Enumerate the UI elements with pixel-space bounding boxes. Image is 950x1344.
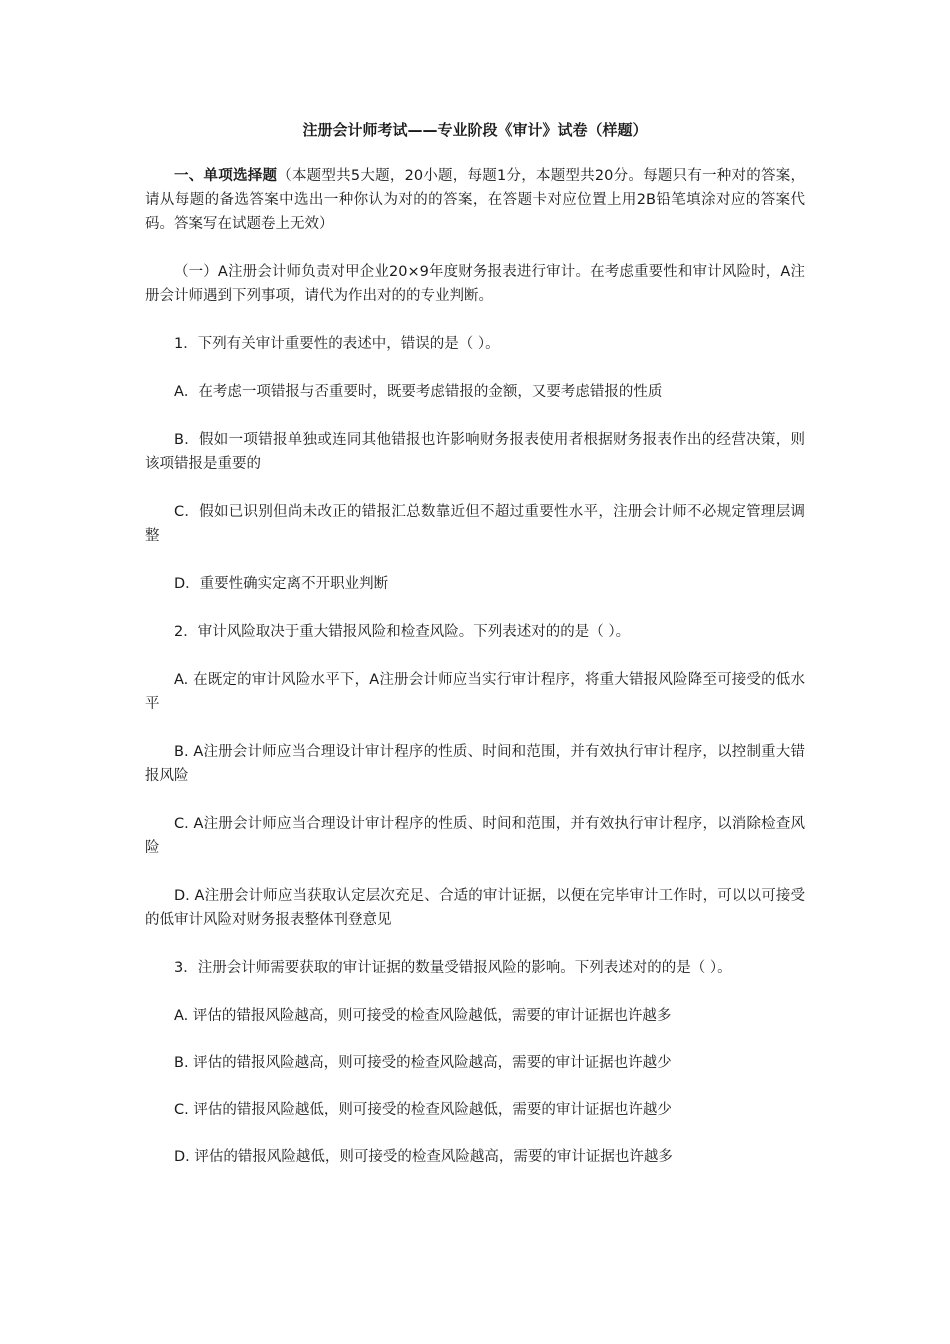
question-option: D. 评估的错报风险越低，则可接受的检查风险越高，需要的审计证据也许越多: [174, 1149, 673, 1165]
question-stem: 3．注册会计师需要获取的审计证据的数量受错报风险的影响。下列表述对的的是（ ）。: [174, 960, 732, 976]
question-option: D. A注册会计师应当获取认定层次充足、合适的审计证据，以便在完毕审计工作时，可以以可接受的低审计风险对财务报表整体刊登意见: [145, 888, 805, 928]
section-heading: 一、单项选择题: [174, 168, 278, 184]
question-option: C．假如已识别但尚未改正的错报汇总数靠近但不超过重要性水平，注册会计师不必规定管理层调整: [145, 504, 805, 544]
question-option: A. 评估的错报风险越高，则可接受的检查风险越低，需要的审计证据也许越多: [174, 1008, 672, 1024]
question-option: B．假如一项错报单独或连同其他错报也许影响财务报表使用者根据财务报表作出的经营决策，则该项错报是重要的: [145, 432, 805, 472]
question-option: A．在考虑一项错报与否重要时，既要考虑错报的金额，又要考虑错报的性质: [174, 384, 663, 400]
question-option: C. 评估的错报风险越低，则可接受的检查风险越低，需要的审计证据也许越少: [174, 1102, 672, 1118]
document-title: 注册会计师考试——专业阶段《审计》试卷（样题）: [302, 121, 648, 139]
question-option: C. A注册会计师应当合理设计审计程序的性质、时间和范围，并有效执行审计程序，以消除检查风险: [145, 816, 805, 856]
question-option: B. A注册会计师应当合理设计审计程序的性质、时间和范围，并有效执行审计程序，以控制重大错报风险: [145, 744, 805, 784]
question-option: D．重要性确实定离不开职业判断: [174, 576, 389, 592]
question-option: A. 在既定的审计风险水平下，A注册会计师应当实行审计程序，将重大错报风险降至可接受的低水平: [145, 672, 805, 712]
section-note: （本题型共5大题，20小题，每题1分，本题型共20分。每题只有一种对的答案，请从每题的备选答案中选出一种你认为对的的答案，在答题卡对应位置上用2B铅笔填涂对应的答案代码。答案写在试题卷上无效）: [145, 168, 806, 232]
question-stem: 1．下列有关审计重要性的表述中，错误的是（ ）。: [174, 336, 500, 352]
section-intro: [145, 164, 805, 236]
document-page: [145, 118, 805, 1192]
case-intro: （一）A注册会计师负责对甲企业20×9年度财务报表进行审计。在考虑重要性和审计风险时，A注册会计师遇到下列事项，请代为作出对的的专业判断。: [145, 264, 805, 304]
question-stem: 2．审计风险取决于重大错报风险和检查风险。下列表述对的的是（ ）。: [174, 624, 631, 640]
question-option: B. 评估的错报风险越高，则可接受的检查风险越高，需要的审计证据也许越少: [174, 1055, 672, 1071]
